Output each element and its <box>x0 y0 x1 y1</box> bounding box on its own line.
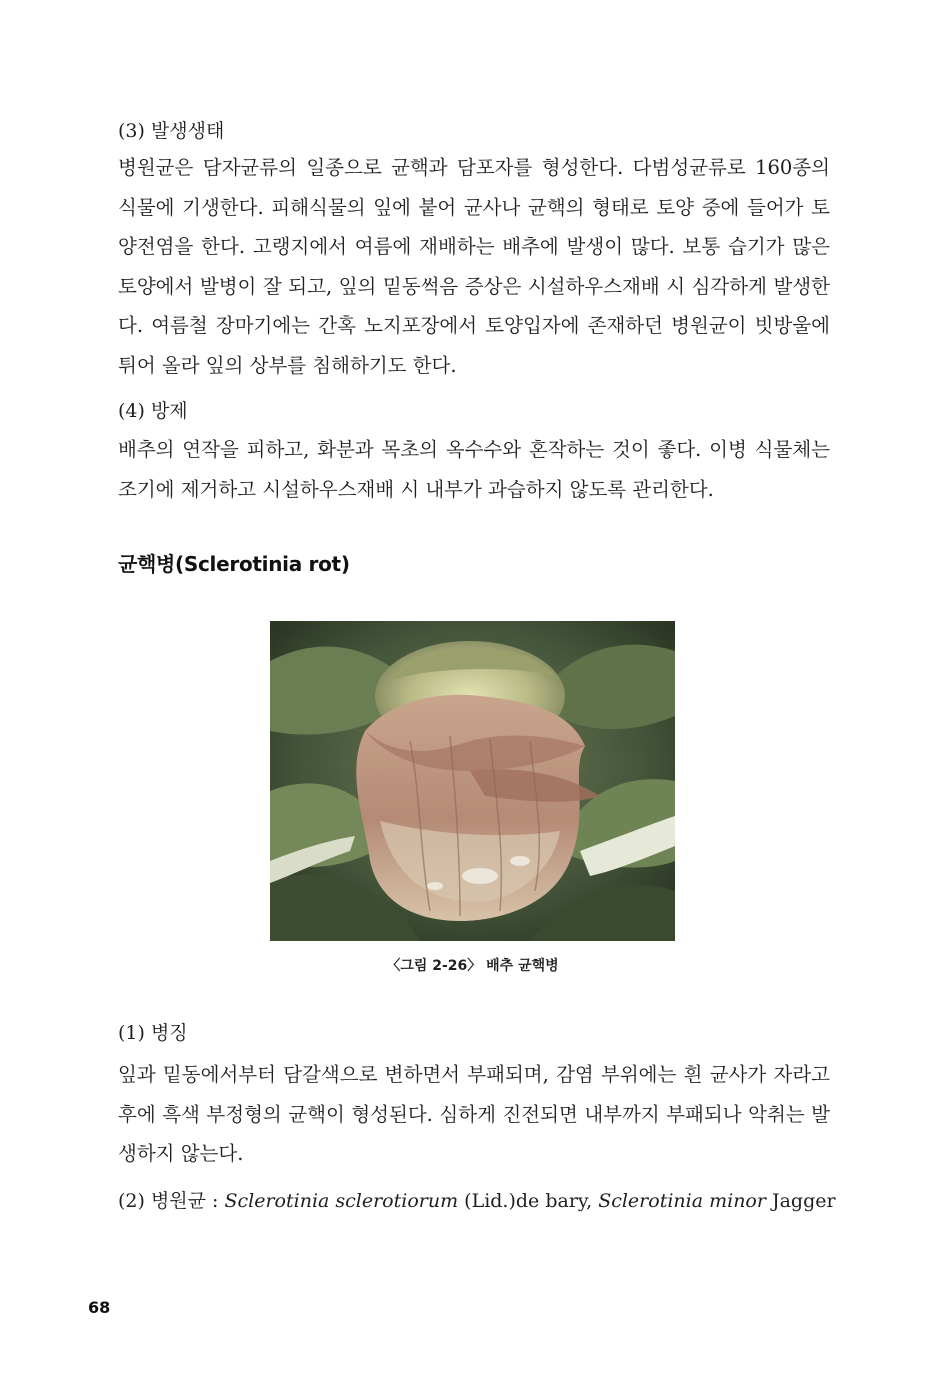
cabbage-sclerotinia-photo <box>270 621 675 941</box>
pathogen-species-2: Sclerotinia minor <box>598 1190 766 1212</box>
page-number: 68 <box>88 1298 111 1317</box>
figure-caption: 〈그림 2-26〉 배추 균핵병 <box>386 958 559 974</box>
pathogen-line <box>118 1188 836 1214</box>
pathogen-author-1: (Lid.)de bary, <box>458 1190 599 1212</box>
disease-title: 균핵병(Sclerotinia rot) <box>118 552 350 576</box>
occurrence-paragraph: 병원균은 담자균류의 일종으로 균핵과 담포자를 형성한다. 다범성균류로 160종의 식물에 기생한다. 피해식물의 잎에 붙어 균사나 균핵의 형태로 토양 중에 들어가 토양전염을 한다. 고랭지에서 여름에 재배하는 배추에 발생이 많다. 보통 습기가 많은 토양에서 발병이 잘 되고, 잎의 밑동썩음 증상은 시설하우스재배 시 심각하게 발생한다. 여름철 장마기에는 간혹 노지포장에서 토양입자에 존재하던 병원균이 빗방울에 튀어 올라 잎의 상부를 침해하기도 한다. <box>118 156 830 377</box>
symptom-paragraph: 잎과 밑동에서부터 담갈색으로 변하면서 부패되며, 감염 부위에는 흰 균사가 자라고 후에 흑색 부정형의 균핵이 형성된다. 심하게 진전되면 내부까지 부패되나 악취는 발생하지 않는다. <box>118 1063 830 1165</box>
occurrence-heading: (3) 발생생태 <box>118 120 225 142</box>
pathogen-label: (2) 병원균 : <box>118 1190 225 1212</box>
symptom-heading: (1) 병징 <box>118 1022 188 1044</box>
pathogen-author-2: Jagger <box>765 1190 836 1212</box>
pathogen-species-1: Sclerotinia sclerotiorum <box>224 1190 459 1212</box>
control-heading: (4) 방제 <box>118 400 188 422</box>
control-paragraph: 배추의 연작을 피하고, 화분과 목초의 옥수수와 혼작하는 것이 좋다. 이병 식물체는 조기에 제거하고 시설하우스재배 시 내부가 과습하지 않도록 관리한다. <box>118 438 830 501</box>
